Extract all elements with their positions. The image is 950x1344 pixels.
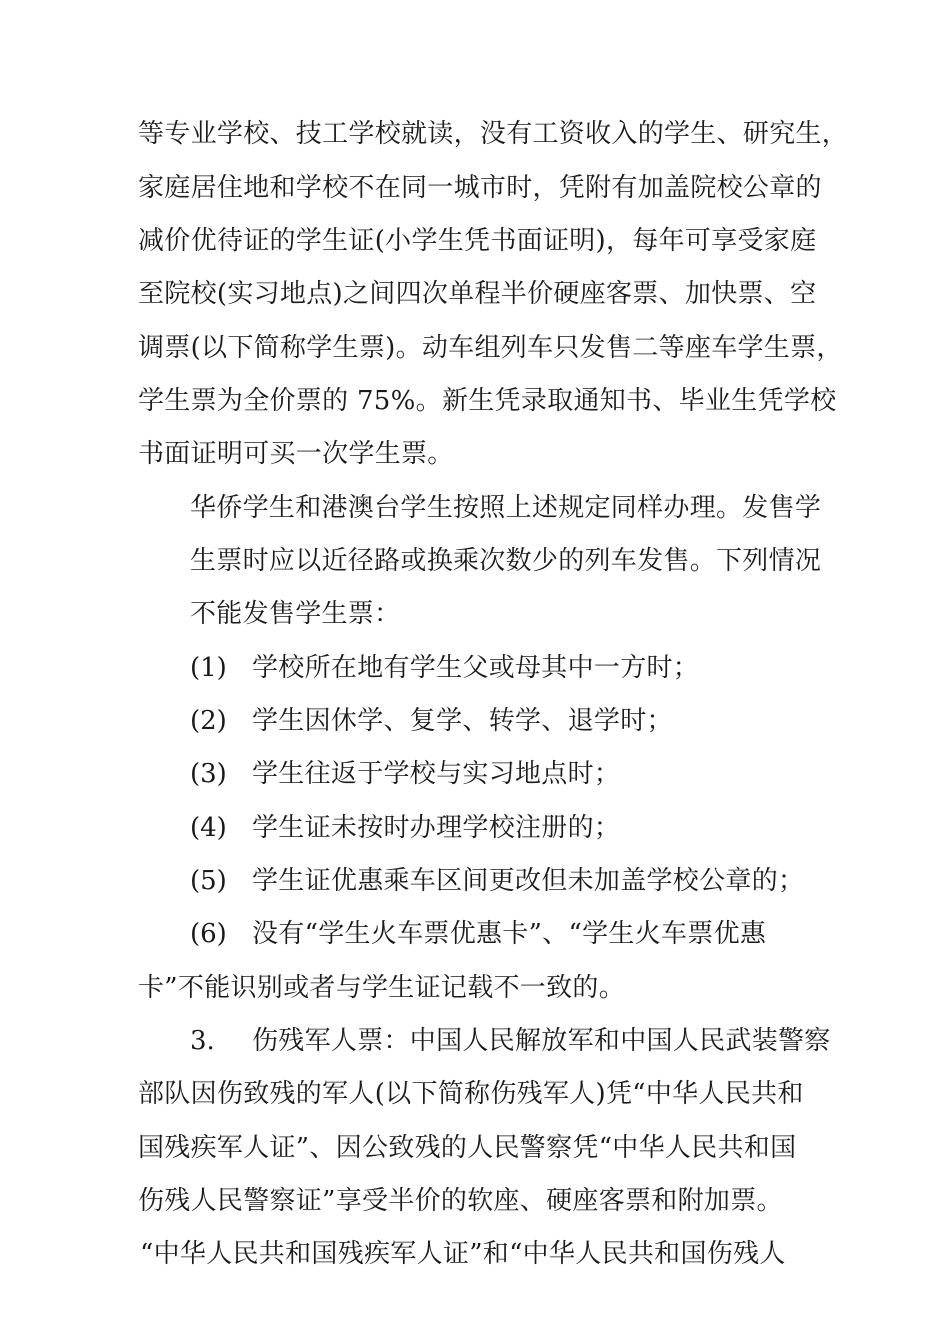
- list-item-text: 学生往返于学校与实习地点时；: [252, 759, 621, 789]
- section-line: 伤残军人票：中国人民解放军和中国人民武装警察: [252, 1026, 831, 1056]
- list-item-number: (3): [190, 759, 227, 789]
- list-item-number: (4): [190, 813, 227, 843]
- section-line: “中华人民共和国残疾军人证”和“中华人民共和国伤残人: [140, 1239, 786, 1269]
- list-item-continuation: 卡”不能识别或者与学生证记载不一致的。: [138, 973, 625, 1003]
- list-item-text: 学校所在地有学生父或母其中一方时；: [252, 653, 700, 683]
- list-item-number: (1): [190, 653, 227, 683]
- section-number: 3.: [190, 1026, 215, 1056]
- paragraph-line: 家庭居住地和学校不在同一城市时，凭附有加盖院校公章的: [138, 173, 822, 203]
- section-line: 部队因伤致残的军人(以下简称伤残军人)凭“中华人民共和: [138, 1079, 804, 1109]
- paragraph-line: 生票时应以近径路或换乘次数少的列车发售。下列情况: [190, 546, 822, 576]
- section-line: 伤残人民警察证”享受半价的软座、硬座客票和附加票。: [138, 1186, 783, 1216]
- list-item-text: 学生证优惠乘车区间更改但未加盖学校公章的；: [252, 866, 805, 896]
- list-item-text: 没有“学生火车票优惠卡”、“学生火车票优惠: [252, 919, 767, 949]
- paragraph-line: 不能发售学生票：: [190, 599, 401, 629]
- paragraph-line: 减价优待证的学生证(小学生凭书面证明)，每年可享受家庭: [138, 226, 817, 256]
- paragraph-line: 至院校(实习地点)之间四次单程半价硬座客票、加快票、空: [138, 279, 817, 309]
- list-item-text: 学生证未按时办理学校注册的；: [252, 813, 621, 843]
- list-item-number: (6): [190, 919, 227, 949]
- paragraph-line: 调票(以下简称学生票)。动车组列车只发售二等座车学生票，: [138, 333, 843, 363]
- section-line: 国残疾军人证”、因公致残的人民警察凭“中华人民共和国: [138, 1133, 797, 1163]
- list-item-number: (5): [190, 866, 227, 896]
- paragraph-line: 等专业学校、技工学校就读，没有工资收入的学生、研究生，: [138, 119, 849, 149]
- paragraph-line: 书面证明可买一次学生票。: [138, 439, 454, 469]
- list-item-text: 学生因休学、复学、转学、退学时；: [252, 706, 673, 736]
- paragraph-line: 华侨学生和港澳台学生按照上述规定同样办理。发售学: [190, 493, 822, 523]
- list-item-number: (2): [190, 706, 227, 736]
- paragraph-line: 学生票为全价票的 75%。新生凭录取通知书、毕业生凭学校: [138, 386, 837, 416]
